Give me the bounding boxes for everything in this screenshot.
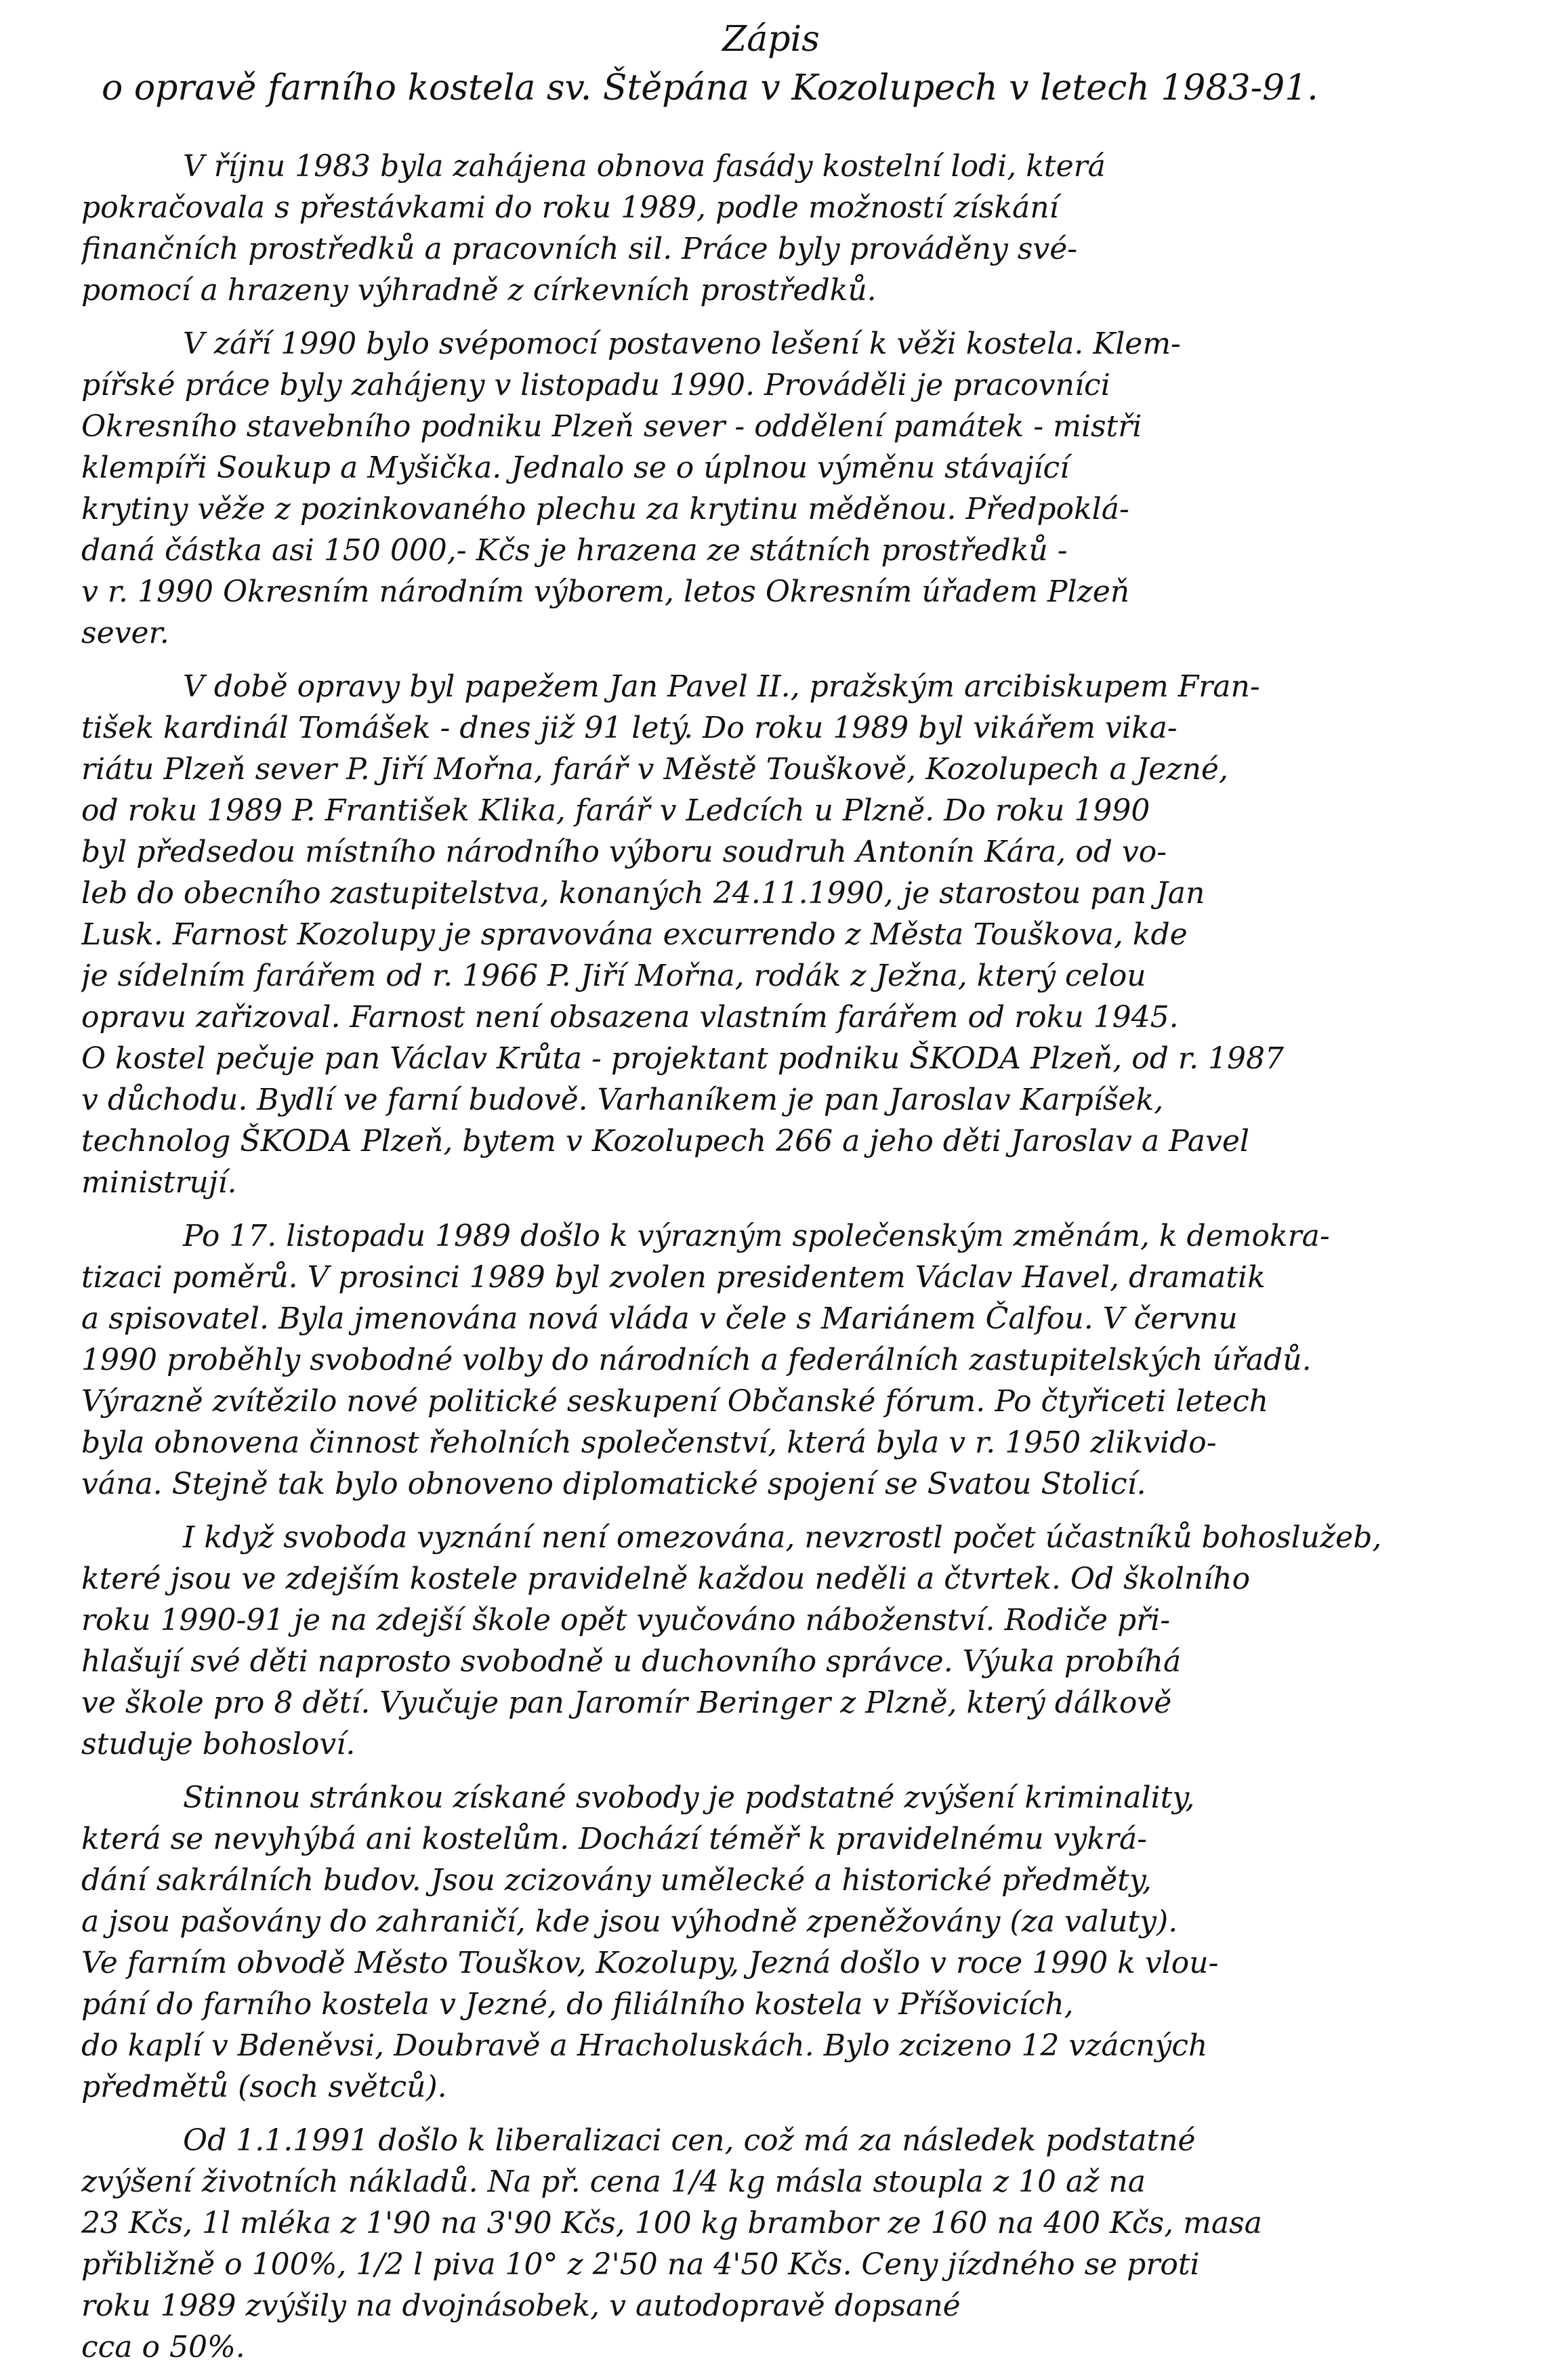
text-line: Lusk. Farnost Kozolupy je spravována excurrendo z Města Touškova, kde bbox=[81, 917, 1188, 952]
text-line: Stinnou stránkou získané svobody je podstatné zvýšení kriminality, bbox=[183, 1780, 1195, 1815]
text-line: 1990 proběhly svobodné volby do národních a federálních zastupitelských úřadů. bbox=[81, 1343, 1312, 1377]
text-line: Od 1.1.1991 došlo k liberalizaci cen, což má za následek podstatné bbox=[183, 2123, 1196, 2158]
text-line: tišek kardinál Tomášek - dnes již 91 letý. Do roku 1989 byl vikářem vika- bbox=[81, 711, 1178, 745]
text-line: předmětů (soch světců). bbox=[81, 2070, 447, 2104]
text-line: přibližně o 100%, 1/2 l piva 10° z 2'50 na 4'50 Kčs. Ceny jízdného se proti bbox=[81, 2247, 1200, 2282]
text-line: pání do farního kostela v Jezné, do filiálního kostela v Příšovicích, bbox=[81, 1987, 1074, 2022]
document-body bbox=[81, 146, 1511, 2380]
text-line: V říjnu 1983 byla zahájena obnova fasády kostelní lodi, která bbox=[183, 149, 1106, 184]
text-line: tizaci poměrů. V prosinci 1989 byl zvolen presidentem Václav Havel, dramatik bbox=[81, 1260, 1266, 1295]
text-line: sever. bbox=[81, 616, 169, 650]
text-line: ve škole pro 8 dětí. Vyučuje pan Jaromír Beringer z Plzně, který dálkově bbox=[81, 1686, 1172, 1720]
text-line: zvýšení životních nákladů. Na př. cena 1/4 kg másla stoupla z 10 až na bbox=[81, 2165, 1146, 2199]
text-line: finančních prostředků a pracovních sil. Práce byly prováděny své- bbox=[81, 232, 1078, 266]
paragraph bbox=[81, 1215, 1511, 1505]
document-subtitle: o opravě farního kostela sv. Štěpána v Kozolupech v letech 1983-91. bbox=[102, 68, 1318, 108]
paragraph bbox=[81, 1777, 1511, 2108]
text-line: a spisovatel. Byla jmenována nová vláda v čele s Mariánem Čalfou. V červnu bbox=[81, 1301, 1238, 1336]
paragraph bbox=[81, 1517, 1511, 1765]
text-line: od roku 1989 P. František Klika, farář v Ledcích u Plzně. Do roku 1990 bbox=[81, 793, 1150, 828]
text-line: dání sakrálních budov. Jsou zcizovány umělecké a historické předměty, bbox=[81, 1863, 1152, 1898]
text-line: byla obnovena činnost řeholních společenství, která byla v r. 1950 zlikvido- bbox=[81, 1425, 1217, 1460]
paragraph bbox=[81, 2120, 1511, 2368]
text-line: leb do obecního zastupitelstva, konaných 24.11.1990, je starostou pan Jan bbox=[81, 876, 1205, 911]
paragraph bbox=[81, 146, 1511, 311]
text-line: roku 1989 zvýšily na dvojnásobek, v autodopravě dopsané bbox=[81, 2289, 961, 2323]
text-line: Výrazně zvítězilo nové politické seskupení Občanské fórum. Po čtyřiceti letech bbox=[81, 1384, 1269, 1419]
text-line: V září 1990 bylo svépomocí postaveno lešení k věži kostela. Klem- bbox=[183, 327, 1181, 361]
text-line: v důchodu. Bydlí ve farní budově. Varhaníkem je pan Jaroslav Karpíšek, bbox=[81, 1083, 1164, 1117]
paragraph bbox=[81, 323, 1511, 654]
text-line: roku 1990-91 je na zdejší škole opět vyučováno náboženství. Rodiče při- bbox=[81, 1603, 1171, 1637]
document-title: Zápis bbox=[722, 19, 820, 60]
text-line: O kostel pečuje pan Václav Krůta - projektant podniku ŠKODA Plzeň, od r. 1987 bbox=[81, 1041, 1285, 1076]
text-line: krytiny věže z pozinkovaného plechu za krytinu měděnou. Předpoklá- bbox=[81, 492, 1129, 526]
text-line: V době opravy byl papežem Jan Pavel II., pražským arcibiskupem Fran- bbox=[183, 669, 1260, 704]
text-line: pířské práce byly zahájeny v listopadu 1990. Prováděli je pracovníci bbox=[81, 368, 1110, 402]
text-line: riátu Plzeň sever P. Jiří Mořna, farář v Městě Touškově, Kozolupech a Jezné, bbox=[81, 752, 1228, 787]
text-line: klempíři Soukup a Myšička. Jednalo se o úplnou výměnu stávající bbox=[81, 451, 1070, 485]
text-line: 23 Kčs, 1l mléka z 1'90 na 3'90 Kčs, 100 kg brambor ze 160 na 400 Kčs, masa bbox=[81, 2206, 1262, 2240]
text-line: ministrují. bbox=[81, 1165, 237, 1200]
text-line: pokračovala s přestávkami do roku 1989, podle možností získání bbox=[81, 190, 1059, 225]
text-line: cca o 50%. bbox=[81, 2330, 245, 2364]
text-line: v r. 1990 Okresním národním výborem, letos Okresním úřadem Plzeň bbox=[81, 575, 1130, 609]
text-line: technolog ŠKODA Plzeň, bytem v Kozolupech 266 a jeho děti Jaroslav a Pavel bbox=[81, 1124, 1249, 1158]
text-line: vána. Stejně tak bylo obnoveno diplomatické spojení se Svatou Stolicí. bbox=[81, 1467, 1146, 1501]
text-line: do kaplí v Bdeněvsi, Doubravě a Hracholuskách. Bylo zcizeno 12 vzácných bbox=[81, 2028, 1208, 2063]
text-line: která se nevyhýbá ani kostelům. Dochází téměř k pravidelnému vykrá- bbox=[81, 1822, 1148, 1856]
text-line: je sídelním farářem od r. 1966 P. Jiří Mořna, rodák z Ježna, který celou bbox=[81, 959, 1146, 993]
text-line: studuje bohosloví. bbox=[81, 1727, 356, 1761]
text-line: byl předsedou místního národního výboru soudruh Antonín Kára, od vo- bbox=[81, 835, 1167, 869]
text-line: daná částka asi 150 000,- Kčs je hrazena ze státních prostředků - bbox=[81, 533, 1068, 568]
text-line: Ve farním obvodě Město Touškov, Kozolupy, Jezná došlo v roce 1990 k vlou- bbox=[81, 1946, 1219, 1980]
text-line: pomocí a hrazeny výhradně z církevních prostředků. bbox=[81, 273, 877, 308]
text-line: I když svoboda vyznání není omezována, nevzrostl počet účastníků bohoslužeb, bbox=[183, 1520, 1382, 1555]
text-line: hlašují své děti naprosto svobodně u duchovního správce. Výuka probíhá bbox=[81, 1644, 1182, 1679]
paragraph bbox=[81, 666, 1511, 1203]
text-line: které jsou ve zdejším kostele pravidelně každou neděli a čtvrtek. Od školního bbox=[81, 1562, 1251, 1596]
text-line: Okresního stavebního podniku Plzeň sever - oddělení památek - mistři bbox=[81, 409, 1142, 444]
text-line: Po 17. listopadu 1989 došlo k výrazným společenským změnám, k demokra- bbox=[183, 1219, 1330, 1253]
text-line: a jsou pašovány do zahraničí, kde jsou výhodně zpeněžovány (za valuty). bbox=[81, 1904, 1178, 1939]
text-line: opravu zařizoval. Farnost není obsazena vlastním farářem od roku 1945. bbox=[81, 1000, 1179, 1035]
